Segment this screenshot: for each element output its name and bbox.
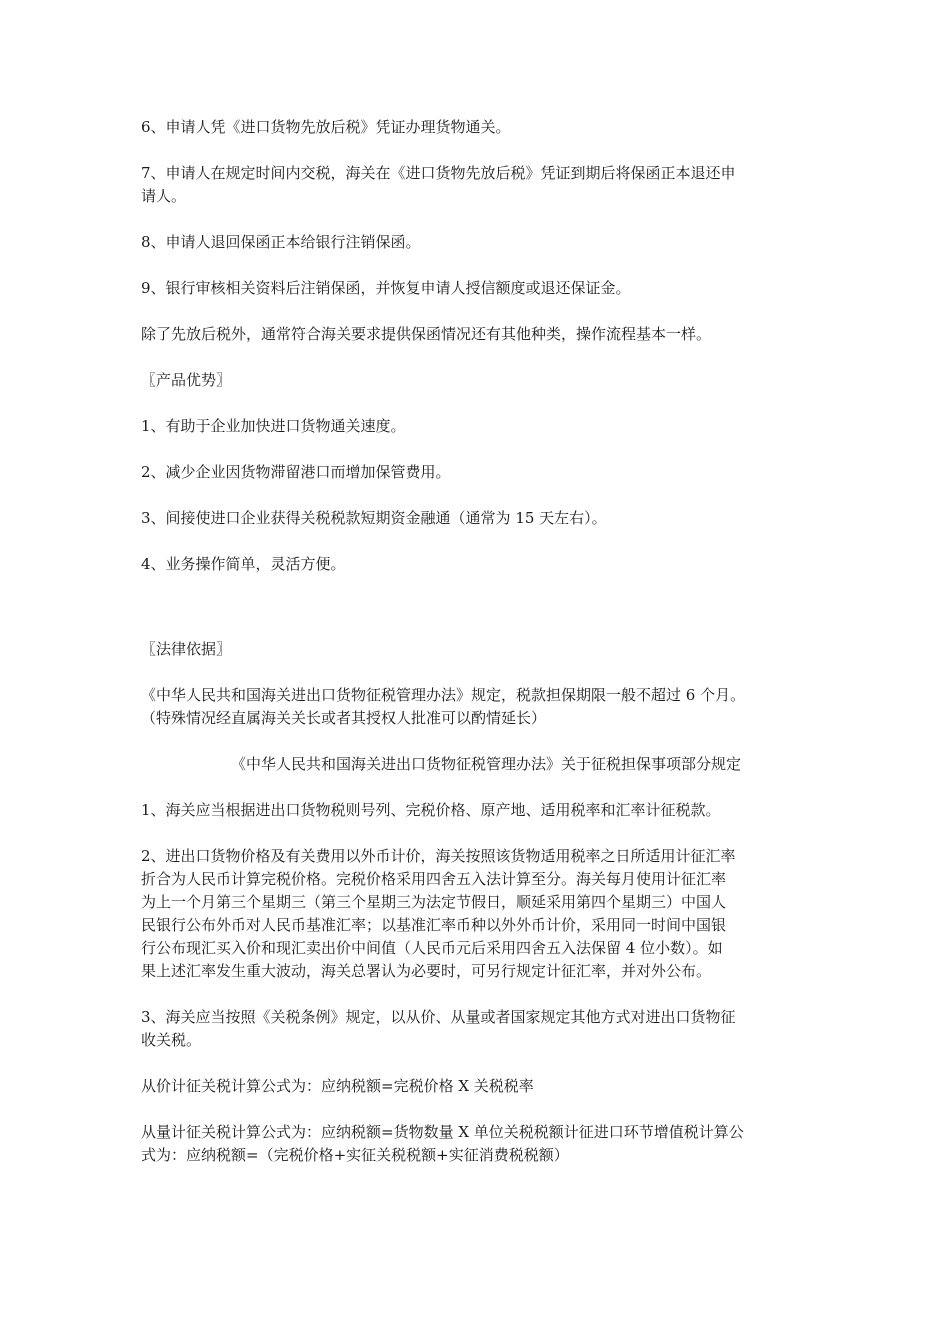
step-9: 9、银行审核相关资料后注销保函，并恢复申请人授信额度或退还保证金。 [141,279,631,297]
legal-heading: 〖法律依据〗 [141,640,232,658]
advantages-heading: 〖产品优势〗 [141,371,232,389]
rule-2-line-1: 2、进出口货物价格及有关费用以外币计价，海关按照该货物适用税率之日所适用计征汇率 [141,847,736,865]
rule-2-line-4: 民银行公布外币对人民币基准汇率；以基准汇率币种以外外币计价，采用同一时间中国银 [141,916,727,934]
formula-specific-line-2: 式为：应纳税额=（完税价格+实征关税税额+实征消费税税额） [141,1146,569,1164]
formula-ad-valorem: 从价计征关税计算公式为：应纳税额=完税价格 X 关税税率 [141,1077,534,1095]
step-6: 6、申请人凭《进口货物先放后税》凭证办理货物通关。 [141,118,511,136]
step-8: 8、申请人退回保函正本给银行注销保函。 [141,233,421,251]
rule-3-line-1: 3、海关应当按照《关税条例》规定，以从价、从量或者国家规定其他方式对进出口货物征 [141,1008,736,1026]
rule-3-line-2: 收关税。 [141,1031,202,1049]
rule-3 [141,1006,831,1052]
rule-1-line-1: 1、海关应当根据进出口货物税则号列、完税价格、原产地、适用税率和汇率计征税款。 [141,801,721,819]
step-7 [141,162,831,208]
advantage-item: 2、减少企业因货物滞留港口而增加保管费用。 [141,463,451,481]
legal-title: 《中华人民共和国海关进出口货物征税管理办法》关于征税担保事项部分规定 [230,755,741,773]
rule-1 [141,799,831,822]
legal-intro-line-2: （特殊情况经直属海关关长或者其授权人批准可以酌情延长） [141,709,547,727]
rule-2-line-6: 果上述汇率发生重大波动，海关总署认为必要时，可另行规定计征汇率，并对外公布。 [141,962,712,980]
process-note: 除了先放后税外，通常符合海关要求提供保函情况还有其他种类，操作流程基本一样。 [141,325,712,343]
advantage-item: 3、间接使进口企业获得关税税款短期资金融通（通常为 15 天左右）。 [141,509,607,527]
document-body [141,116,831,1167]
formula-specific [141,1121,831,1167]
rule-2-line-2: 折合为人民币计算完税价格。完税价格采用四舍五入法计算至分。海关每月使用计征汇率 [141,870,727,888]
legal-intro-line-1: 《中华人民共和国海关进出口货物征税管理办法》规定，税款担保期限一般不超过 6 个月。 [141,686,746,704]
rule-2-line-3: 为上一个月第三个星期三（第三个星期三为法定节假日，顺延采用第四个星期三）中国人 [141,893,727,911]
advantage-item: 4、业务操作简单，灵活方便。 [141,555,346,573]
step-7-line-1: 7、申请人在规定时间内交税，海关在《进口货物先放后税》凭证到期后将保函正本退还申 [141,164,736,182]
rule-2-line-5: 行公布现汇买入价和现汇卖出价中间值（人民币元后采用四舍五入法保留 4 位小数）。如 [141,939,723,957]
legal-intro [141,684,831,730]
step-7-line-2: 请人。 [141,187,187,205]
advantage-item: 1、有助于企业加快进口货物通关速度。 [141,417,406,435]
formula-specific-line-1: 从量计征关税计算公式为：应纳税额=货物数量 X 单位关税税额计征进口环节增值税计算公 [141,1123,744,1141]
rule-2 [141,845,831,983]
